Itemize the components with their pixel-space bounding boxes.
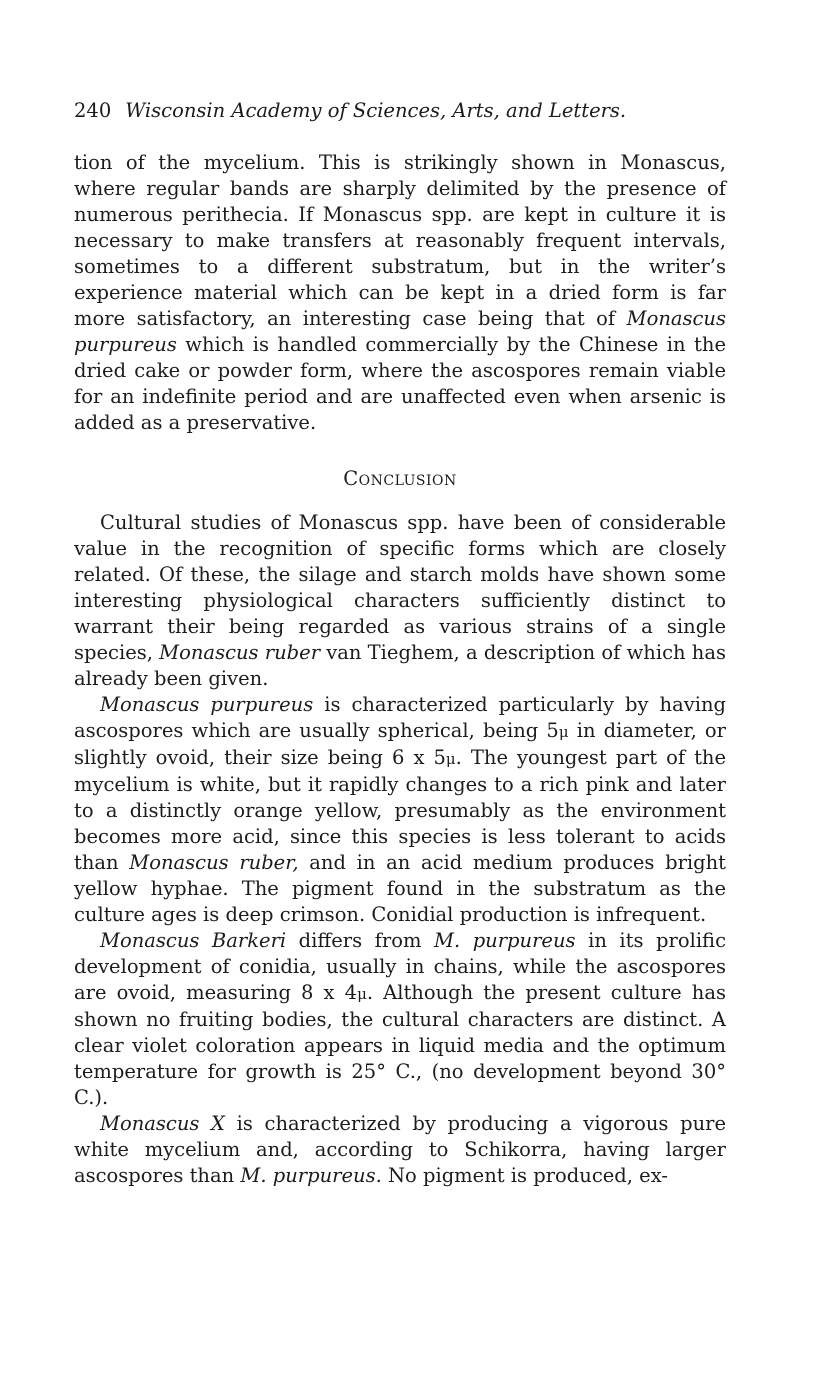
c1-text-2: van Tieghem, a description of which has already been given. xyxy=(74,641,726,690)
body-text xyxy=(74,150,726,1189)
conclusion-paragraph-2 xyxy=(74,692,726,928)
c1-text-1: Cultural studies of Monascus spp. have been of considerable value in the recognition of specific forms which are closely related. Of these, the silage and starch molds have shown some interesting physiological characters sufficiently distinct to warrant their being regarded as various strains of a single species, xyxy=(74,511,726,664)
c3-text-1: differs from xyxy=(286,929,434,952)
section-heading-conclusion: Conclusion xyxy=(343,467,457,490)
c3-text-2: in its prolific development of conidia, usually in chains, while the ascospores are ovoid, measuring 8 x 4 xyxy=(74,929,726,1004)
c2-text-1: is characterized particularly by having ascospores which are usually spherical, being 5 xyxy=(74,693,727,742)
page-number: 240 xyxy=(74,99,112,122)
c3-species: Monascus Barkeri xyxy=(100,929,287,952)
conclusion-paragraph-1 xyxy=(74,510,726,692)
c3-micron-1: μ xyxy=(357,985,367,1003)
c2-species-2: Monascus ruber, xyxy=(129,851,299,874)
intro-paragraph xyxy=(74,150,726,436)
intro-species: Monascus purpureus xyxy=(74,307,726,356)
c2-text-3: . The youngest part of the mycelium is white, but it rapidly changes to a rich pink and later to a distinctly orange yellow, presumably as the environment becomes more acid, since this species is less tolerant to acids than xyxy=(74,746,727,874)
c4-text-1: is characterized by producing a vigorous pure white mycelium and, according to Schikorra, having larger ascospores than xyxy=(74,1112,726,1187)
running-title: Wisconsin Academy of Sciences, Arts, and Letters. xyxy=(125,99,627,122)
c2-text-2: in diameter, or slightly ovoid, their size being 6 x 5 xyxy=(74,719,726,769)
c2-micron-1: μ xyxy=(558,723,569,741)
c3-text-3: . Although the present culture has shown no fruiting bodies, the cultural characters are distinct. A clear violet coloration appears in liquid media and the optimum temperature for growth is 25° C., (no development beyond 30° C.). xyxy=(74,981,726,1109)
c4-species: Monascus X xyxy=(100,1112,225,1135)
conclusion-paragraph-3 xyxy=(74,928,726,1111)
c2-text-4: and in an acid medium produces bright yellow hyphae. The pigment found in the substratum as the culture ages is deep crimson. Conidial production is infrequent. xyxy=(74,851,727,926)
c3-species-2: M. purpureus xyxy=(433,929,576,952)
c2-species: Monascus purpureus xyxy=(100,693,314,716)
c2-micron-2: μ xyxy=(445,750,456,768)
running-header xyxy=(74,99,734,123)
intro-text-2: which is handled commercially by the Chinese in the dried cake or powder form, where the ascospores remain viable for an indefinite period and are unaffected even when arsenic is added as a preservative. xyxy=(74,333,726,434)
c4-species-2: M. purpureus. xyxy=(240,1164,382,1187)
c4-text-2: No pigment is produced, ex- xyxy=(381,1164,668,1187)
c1-species: Monascus ruber xyxy=(159,641,321,664)
conclusion-paragraph-4 xyxy=(74,1111,726,1189)
intro-text-1: tion of the mycelium. This is strikingly shown in Monascus, where regular bands are sharply delimited by the presence of numerous perithecia. If Monascus spp. are kept in culture it is necessary to make transfers at reasonably frequent intervals, sometimes to a different substratum, but in the writer’s experience material which can be kept in a dried form is far more satisfactory, an interesting case being that of xyxy=(74,151,726,330)
